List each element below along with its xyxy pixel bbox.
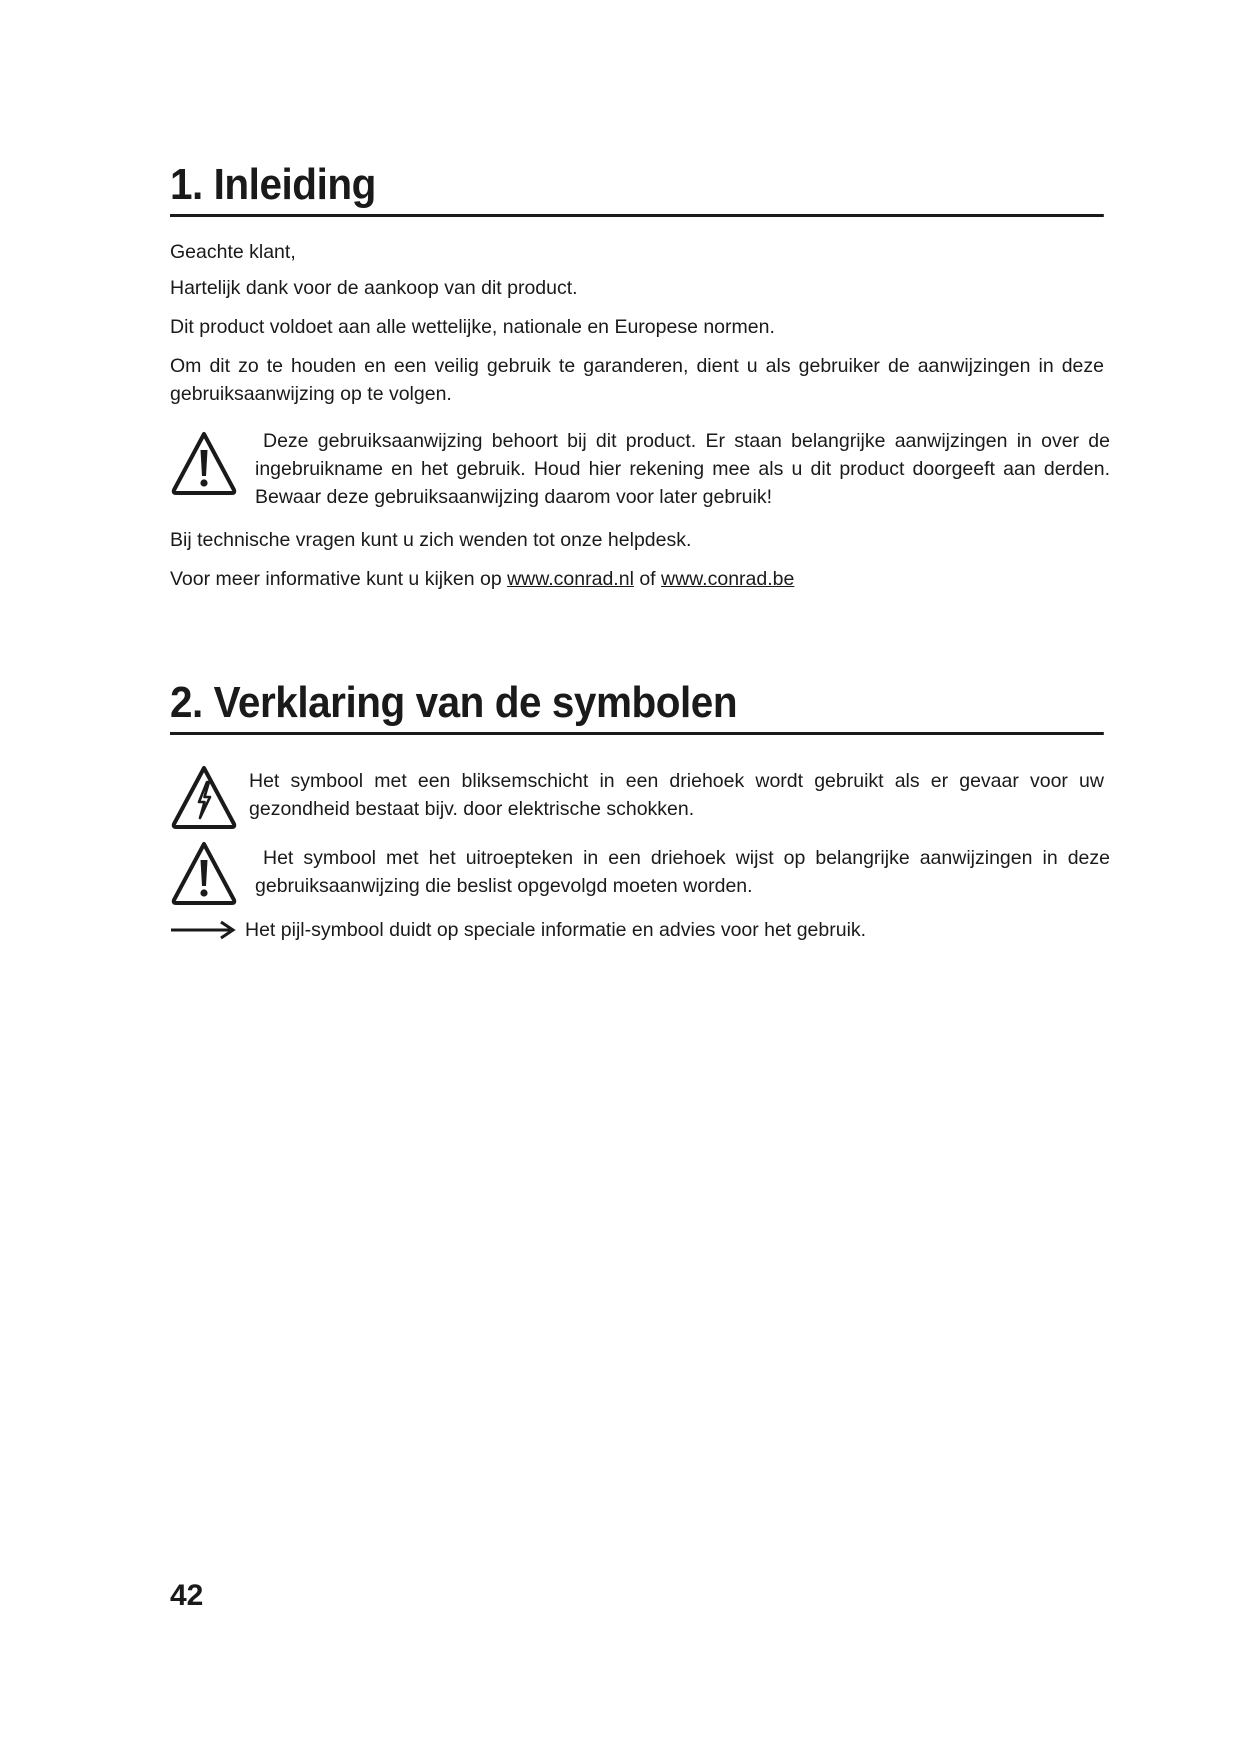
warning-exclamation-icon xyxy=(170,430,238,496)
arrow-explanation-text: Het pijl-symbool duidt op speciale informatie en advies voor het gebruik. xyxy=(245,919,867,941)
norms-text: Dit product voldoet aan alle wettelijke, nationale en Europese normen. xyxy=(170,316,775,338)
conrad-be-link[interactable]: www.conrad.be xyxy=(661,568,795,590)
arrow-right-icon xyxy=(170,919,236,941)
section-1-heading: 1. Inleiding xyxy=(170,160,1104,217)
page-number: 42 xyxy=(170,1579,204,1612)
keep-safe-text: Om dit zo te houden en een veilig gebruik te garanderen, dient u als gebruiker de aanwijzingen in deze gebruiksaanwijzing op te volgen. xyxy=(170,355,1104,405)
salutation-text: Geachte klant, xyxy=(170,241,296,263)
more-info-prefix: Voor meer informative kunt u kijken op xyxy=(170,568,508,590)
lightning-explanation-text: Het symbool met een bliksemschicht in een driehoek wordt gebruikt als er gevaar voor uw gezondheid bestaat bijv. door elektrische schokken. xyxy=(249,770,1104,820)
lightning-warning-icon xyxy=(170,764,238,830)
more-info-text xyxy=(170,565,1104,593)
thanks-text: Hartelijk dank voor de aankoop van dit product. xyxy=(170,277,578,299)
exclamation-explanation-text: Het symbool met het uitroepteken in een driehoek wijst op belangrijke aanwijzingen in deze gebruiksaanwijzing die beslist opgevolgd moeten worden. xyxy=(255,847,1110,897)
conrad-nl-link[interactable]: www.conrad.nl xyxy=(507,568,634,590)
more-info-or: of xyxy=(633,568,662,590)
exclamation-warning-icon xyxy=(170,840,238,906)
section-2-heading: 2. Verklaring van de symbolen xyxy=(170,678,1104,735)
warning-note-text: Deze gebruiksaanwijzing behoort bij dit product. Er staan belangrijke aanwijzingen in over de ingebruikname en het gebruik. Houd hier rekening mee als u dit product doorgeeft aan derden. Bewaar deze gebruiksaanwijzing daarom voor later gebruik! xyxy=(255,430,1110,508)
helpdesk-text: Bij technische vragen kunt u zich wenden tot onze helpdesk. xyxy=(170,529,692,551)
